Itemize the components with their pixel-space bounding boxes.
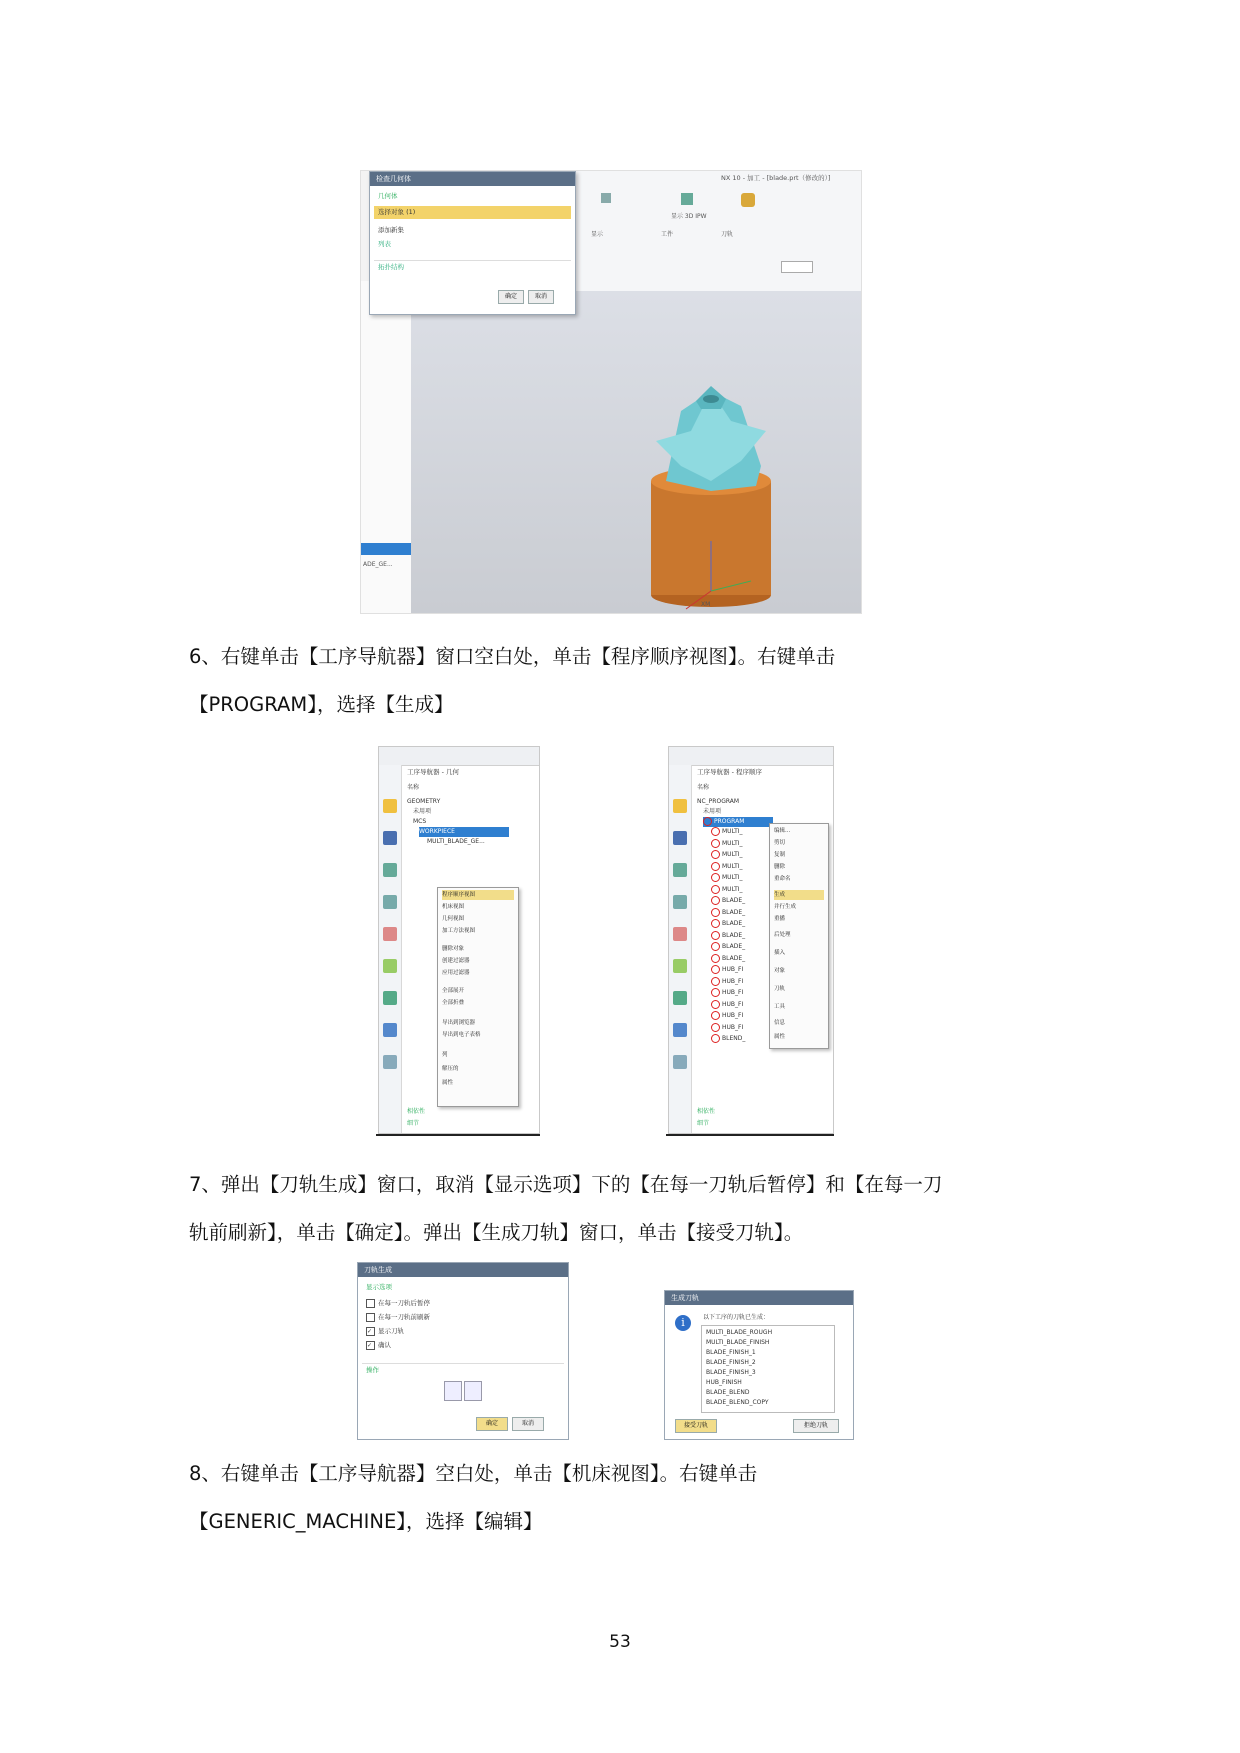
status-error-icon [711,1011,720,1020]
operation-row[interactable] [711,965,743,975]
operation-label: HUB_FI [722,1023,744,1031]
machine-icon[interactable] [383,863,397,877]
tree-row-selected[interactable] [703,817,773,827]
operation-label: HUB_FI [722,977,744,985]
operation-row[interactable] [711,919,745,929]
status-error-icon [711,942,720,951]
ribbon-label-toolpath: 刀轨 [721,231,734,238]
checkbox-checked[interactable]: ✓ [366,1341,375,1350]
menu-item-expand-all[interactable]: 全部展开 [442,988,465,994]
operation-row[interactable] [711,885,743,895]
navigator-title: 工序导航器 - 程序顺序 [697,768,762,776]
footer-dependencies[interactable]: 相依性 [407,1108,426,1115]
menu-item-info[interactable]: 信息 [774,1020,786,1026]
status-error-icon [711,954,720,963]
operation-list-item: BLADE_BLEND_COPY [706,1399,769,1406]
graphics-viewport[interactable] [411,291,861,613]
operation-row[interactable] [711,931,745,941]
add-new-set-label[interactable]: 添加新集 [378,226,404,234]
ok-button[interactable]: 确定 [498,290,524,304]
menu-item-copy[interactable]: 复制 [774,852,786,858]
menu-item-columns[interactable]: 列 [442,1052,448,1058]
screenshot-check-geometry [360,170,862,614]
menu-item-geometry-view[interactable]: 几何视图 [442,916,465,922]
speed-alt-icon[interactable] [464,1381,482,1401]
tool-icon[interactable] [673,895,687,909]
roles-icon[interactable] [383,959,397,973]
operation-label: HUB_FI [722,966,744,973]
checkbox-checked[interactable]: ✓ [366,1327,375,1336]
operation-list-item: MULTI_BLADE_FINISH [706,1339,770,1346]
ipw-icon[interactable] [681,193,693,205]
operation-list-item: BLADE_BLEND [706,1389,750,1396]
operation-row[interactable] [711,977,743,987]
menu-item-program-order-view[interactable]: 程序顺序视图 [442,890,514,900]
status-error-icon [711,896,720,905]
message-text: 以下工序的刀轨已生成： [703,1314,770,1321]
operation-row[interactable] [711,839,743,849]
menu-item-properties[interactable]: 属性 [442,1080,454,1086]
filter-dropdown[interactable] [781,261,813,273]
menu-item-toolpath[interactable]: 刀轨 [774,986,786,992]
menu-item-object[interactable]: 对象 [774,968,786,974]
speed-icon[interactable] [444,1381,462,1401]
navigator-title: 工序导航器 - 几何 [407,768,459,776]
palette-icon[interactable] [383,991,397,1005]
menu-item-collapse-all[interactable]: 全部折叠 [442,1000,465,1006]
expand-section[interactable]: 拓扑结构 [374,260,571,274]
impeller-model-icon [411,291,861,613]
tree-row[interactable]: 未用项 [703,808,722,815]
column-header[interactable]: 名称 [407,784,420,791]
operation-row[interactable] [711,873,743,883]
step6-line2: 【PROGRAM】，选择【生成】 [189,693,454,716]
section-operation[interactable]: 操作 [362,1363,564,1377]
web-icon[interactable] [673,1023,687,1037]
operation-row[interactable] [711,942,745,952]
menu-item-rename[interactable]: 重命名 [774,876,791,882]
navigator-program-screenshot [668,746,834,1134]
section-geometry[interactable]: 几何体 [378,192,398,200]
reject-toolpath-button[interactable]: 拒绝刀轨 [793,1419,839,1433]
selected-nav-row[interactable] [361,543,411,555]
ribbon-label-ipw: 显示 3D IPW [671,213,707,220]
tree-row[interactable]: NC_PROGRAM [697,798,740,805]
step6-line1: 6、右键单击【工序导航器】窗口空白处，单击【程序顺序视图】。右键单击 [189,645,836,668]
tool-icon[interactable] [383,895,397,909]
column-header[interactable]: 名称 [697,784,710,791]
status-error-icon [711,977,720,986]
ribbon [561,171,861,292]
status-error-icon [711,965,720,974]
underline [376,1134,540,1136]
operation-label: BLADE_ [722,931,746,939]
status-error-icon [711,862,720,871]
operation-label: HUB_FI [722,1000,744,1008]
status-error-icon [711,873,720,882]
operation-row[interactable] [711,954,745,964]
info-icon: i [675,1315,691,1331]
operation-label: HUB_FI [722,1012,744,1019]
tree-row[interactable]: 未用项 [413,808,432,815]
generate-toolpath-dialog [664,1290,854,1440]
check-geometry-dialog [369,171,576,315]
operation-row[interactable] [711,827,743,837]
toolpath-generation-dialog [357,1262,569,1440]
quick-access-bar [379,747,539,766]
operation-row[interactable] [711,862,743,872]
menu-item-properties[interactable]: 属性 [774,1034,786,1040]
tree-row[interactable]: GEOMETRY [407,798,441,805]
part-navigator-icon[interactable] [673,799,687,813]
operation-label: MULTI_ [722,874,743,881]
menu-item-cut[interactable]: 剪切 [774,840,786,846]
menu-item-delete[interactable]: 删除 [774,864,786,870]
operation-label: BLADE_ [722,908,746,916]
operation-navigator-icon[interactable] [383,831,397,845]
operation-label: BLADE_ [722,954,746,962]
status-error-icon [711,1034,720,1043]
status-error-icon [703,817,712,826]
status-error-icon [711,1023,720,1032]
status-error-icon [711,839,720,848]
palette-icon[interactable] [673,991,687,1005]
operation-row[interactable] [711,1023,743,1033]
status-error-icon [711,827,720,836]
option-refresh-before-path[interactable] [362,1311,564,1324]
tree-row[interactable]: MULTI_BLADE_GE... [427,838,485,845]
menu-item-delete-object[interactable]: 删除对象 [442,946,465,952]
operation-label: MULTI_ [722,851,743,858]
context-menu [769,823,829,1049]
step7-line2: 轨前刷新】，单击【确定】。弹出【生成刀轨】窗口，单击【接受刀轨】。 [189,1221,804,1244]
status-error-icon [711,931,720,940]
roles-icon[interactable] [673,959,687,973]
option-confirm[interactable] [362,1339,564,1352]
cancel-button[interactable]: 取消 [528,290,554,304]
history-icon[interactable] [673,927,687,941]
operation-row[interactable] [711,896,745,906]
page-number: 53 [609,1632,631,1652]
navigator-geometry-screenshot [378,746,540,1134]
option-label: 在每一刀轨前刷新 [378,1313,430,1321]
operation-row[interactable] [711,1000,743,1010]
resource-bar [669,765,692,1133]
status-error-icon [711,988,720,997]
web-icon[interactable] [383,1023,397,1037]
navigator-strip [361,281,412,613]
option-pause-after-path[interactable] [362,1297,564,1310]
menu-item-edit[interactable]: 编辑... [774,828,791,834]
cancel-button[interactable]: 取消 [512,1417,544,1431]
dialog-title: 刀轨生成 [358,1263,568,1277]
machine-icon[interactable] [673,863,687,877]
step8-line2: 【GENERIC_MACHINE】，选择【编辑】 [189,1510,543,1533]
menu-item-export-browser[interactable]: 导出到浏览器 [442,1020,476,1026]
operation-label: BLADE_ [722,943,746,950]
footer-details[interactable]: 细节 [407,1120,420,1127]
nav-item-label: ADE_GE... [363,561,393,568]
menu-item-unzipped[interactable]: 解压的 [442,1066,459,1072]
operation-label: BLADE_ [722,920,746,927]
operations-list[interactable] [701,1325,835,1413]
axis-label: XM [701,601,711,608]
operation-list-item: BLADE_FINISH_2 [706,1359,756,1366]
step8-line1: 8、右键单击【工序导航器】空白处，单击【机床视图】。右键单击 [189,1462,758,1485]
operation-label: MULTI_ [722,828,743,835]
context-menu [437,887,519,1107]
option-display-toolpath[interactable] [362,1325,564,1338]
operation-row[interactable] [711,1011,743,1021]
accept-toolpath-button[interactable]: 接受刀轨 [675,1419,717,1433]
checkbox-unchecked[interactable] [366,1299,375,1308]
clock-icon[interactable] [383,1055,397,1069]
menu-item-export-spreadsheet[interactable]: 导出到电子表格 [442,1032,481,1038]
ok-button[interactable]: 确定 [476,1417,508,1431]
resource-bar [379,765,402,1133]
history-icon[interactable] [383,927,397,941]
toolpath-icon[interactable] [741,193,755,207]
clock-icon[interactable] [673,1055,687,1069]
operation-row[interactable] [711,850,743,860]
menu-item-create-filter[interactable]: 创建过滤器 [442,958,470,964]
operation-list-item: MULTI_BLADE_ROUGH [706,1329,773,1336]
status-error-icon [711,919,720,928]
operation-label: MULTI_ [722,862,743,870]
quick-access-bar [669,747,833,766]
menu-item-postprocess[interactable]: 后处理 [774,932,791,938]
step7-line1: 7、弹出【刀轨生成】窗口，取消【显示选项】下的【在每一刀轨后暂停】和【在每一刀 [189,1173,943,1196]
menu-item-generate[interactable]: 生成 [774,890,824,900]
status-error-icon [711,1000,720,1009]
underline [666,1134,834,1136]
operation-row[interactable] [711,908,745,918]
operation-list-item: HUB_FINISH [706,1379,742,1386]
option-label: 确认 [378,1341,391,1349]
part-navigator-icon[interactable] [383,799,397,813]
tree-row[interactable]: MCS [413,818,427,825]
status-error-icon [711,850,720,859]
option-label: 显示刀轨 [378,1327,404,1335]
option-label: 在每一刀轨后暂停 [378,1299,430,1307]
menu-item-parallel-generate[interactable]: 并行生成 [774,904,797,910]
ribbon-label-workpiece: 工件 [661,231,674,238]
operation-navigator-icon[interactable] [673,831,687,845]
operation-label: HUB_FI [722,989,744,996]
menu-item-tool[interactable]: 工具 [774,1004,786,1010]
operation-row[interactable] [711,988,743,998]
operation-row[interactable] [711,1034,745,1044]
dialog-title: 生成刀轨 [665,1291,853,1305]
select-object-row[interactable] [374,206,571,219]
tree-row-selected[interactable]: WORKPIECE [419,827,509,837]
checkbox-unchecked[interactable] [366,1313,375,1322]
menu-item-replay[interactable]: 重播 [774,916,786,922]
operation-label: MULTI_ [722,839,743,847]
operation-list-item: BLADE_FINISH_1 [706,1349,756,1356]
operation-label: MULTI_ [722,885,743,893]
menu-item-method-view[interactable]: 加工方法视图 [442,928,476,934]
footer-details[interactable]: 细节 [697,1120,710,1127]
operation-label: BLADE_ [722,897,746,904]
window-title: NX 10 - 加工 - [blade.prt（修改的）] [721,174,831,182]
status-error-icon [711,885,720,894]
tree-row-label: PROGRAM [714,818,745,825]
tool-icon[interactable] [601,193,611,203]
menu-item-machine-view[interactable]: 机床视图 [442,904,465,910]
operation-list-item: BLADE_FINISH_3 [706,1369,756,1376]
list-label[interactable]: 列表 [378,240,391,248]
dialog-title: 检查几何体 [370,172,575,186]
section-display-options[interactable]: 显示选项 [366,1283,392,1291]
ribbon-label-display: 显示 [591,231,604,238]
status-error-icon [711,908,720,917]
operation-label: BLEND_ [722,1035,746,1042]
menu-item-insert[interactable]: 插入 [774,950,786,956]
footer-dependencies[interactable]: 相依性 [697,1108,716,1115]
menu-item-apply-filter[interactable]: 应用过滤器 [442,970,470,976]
select-object-label: 选择对象 (1) [378,208,416,216]
